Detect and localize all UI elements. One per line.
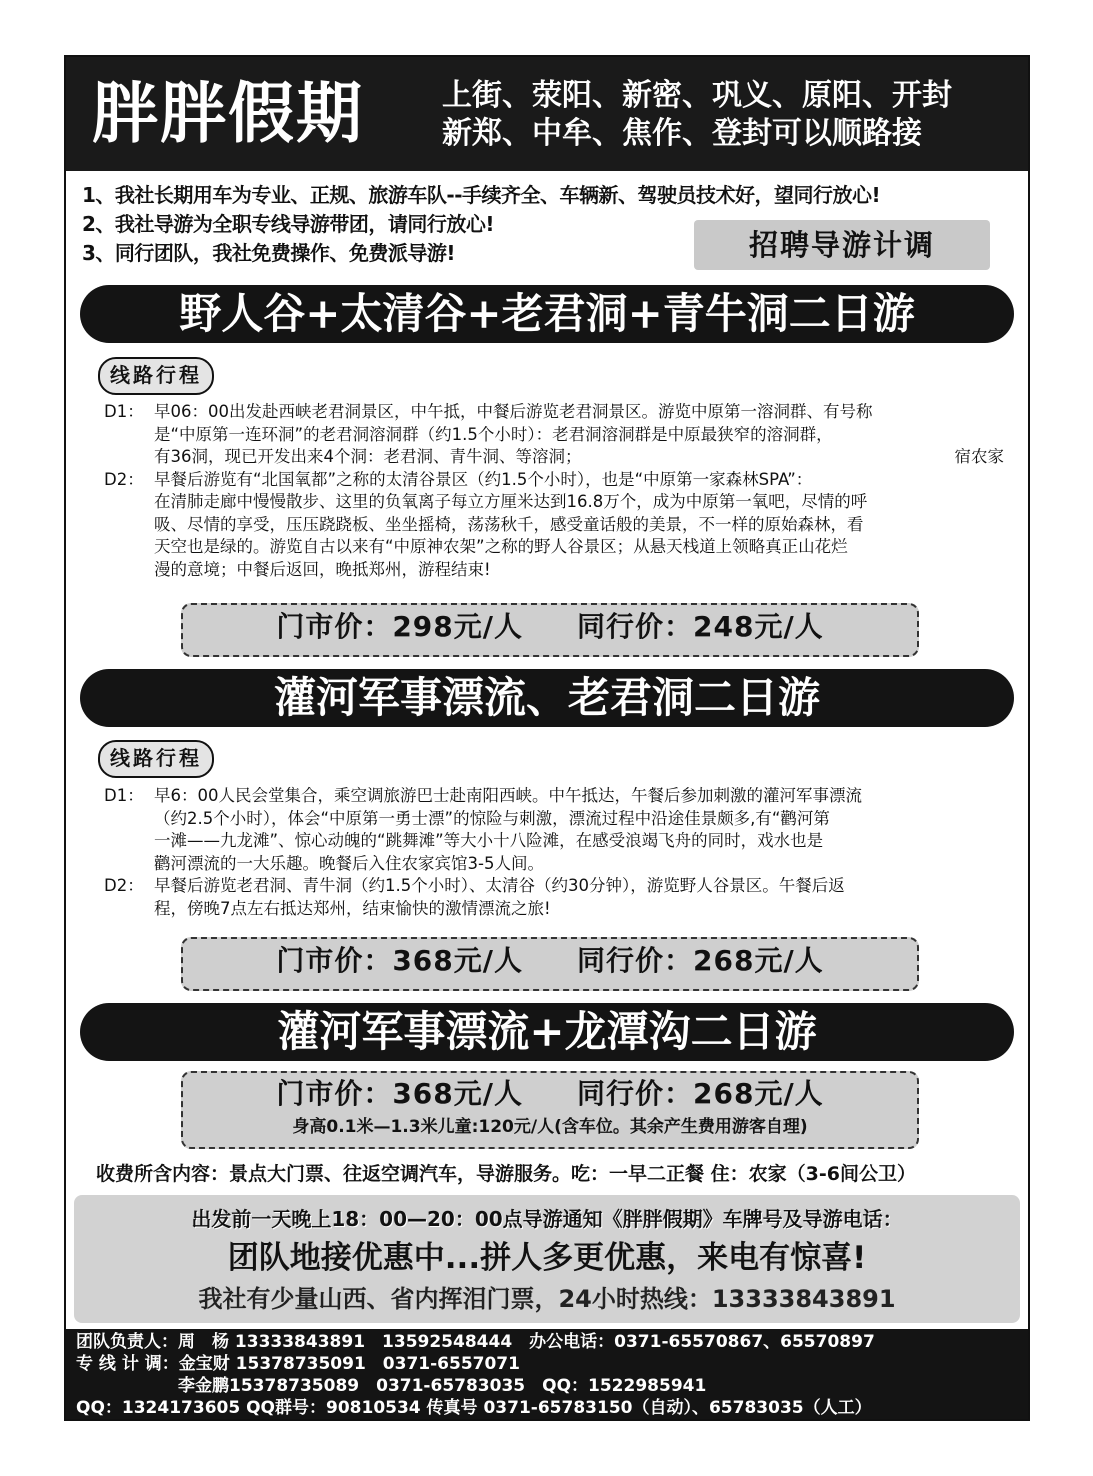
retail-price: 门市价：298元/人 bbox=[276, 610, 523, 643]
route-badge: 线路行程 bbox=[98, 740, 214, 778]
recruit-banner: 招聘导游计调 bbox=[694, 220, 990, 270]
tour1-title: 野人谷+太清谷+老君洞+青牛洞二日游 bbox=[80, 285, 1014, 343]
itinerary-day-1 bbox=[104, 785, 1008, 875]
itinerary-day-2 bbox=[104, 875, 1008, 920]
itinerary-line: 漫的意境；中餐后返回，晚抵郑州，游程结束! bbox=[154, 559, 491, 579]
day-label: D1： bbox=[104, 786, 144, 805]
retail-price: 门市价：368元/人 bbox=[276, 944, 523, 977]
contact-line: 李金鹏15378735089 0371-65783035 QQ：1522985941 bbox=[76, 1376, 707, 1396]
itinerary-line: 一滩——九龙滩”、惊心动魄的“跳舞滩”等大小十八险滩，在感受浪竭飞舟的同时，戏水也是 bbox=[154, 831, 824, 850]
itinerary-line: 早6：00人民会堂集合，乘空调旅游巴士赴南阳西峡。中午抵达，午餐后参加刺激的灌河军事漂流 bbox=[154, 786, 862, 805]
header-banner bbox=[66, 57, 1028, 171]
route-badge: 线路行程 bbox=[98, 357, 214, 395]
itinerary-line: 早餐后游览有“北国氧都”之称的太清谷景区（约1.5个小时），也是“中原第一家森林SPA”： bbox=[154, 469, 813, 489]
itinerary-line: （约2.5个小时），体会“中原第一勇士漂”的惊险与刺激，漂流过程中沿途佳景颇多,有“鹳河第 bbox=[154, 808, 830, 828]
day-label: D2： bbox=[104, 876, 144, 895]
contact-line: 团队负责人：周 杨 13333843891 13592548444 办公电话：0371-65570867、65570897 bbox=[76, 1332, 875, 1352]
price-includes: 收费所含内容：景点大门票、往返空调汽车，导游服务。吃：一早二正餐 住：农家（3-6间公卫） bbox=[96, 1163, 916, 1185]
day-label: D1： bbox=[104, 402, 144, 421]
trade-price: 同行价：268元/人 bbox=[577, 1077, 824, 1110]
tour1-itinerary bbox=[104, 401, 1008, 581]
tour3-title: 灌河军事漂流+龙潭沟二日游 bbox=[80, 1003, 1014, 1061]
contact-footer bbox=[66, 1329, 1028, 1421]
itinerary-line: 有36洞，现已开发出来4个洞：老君洞、青牛洞、等溶洞； 宿农家 bbox=[154, 446, 1008, 469]
trade-price: 同行价：248元/人 bbox=[577, 610, 824, 643]
trade-price: 同行价：268元/人 bbox=[577, 944, 824, 977]
itinerary-line: 鹳河漂流的一大乐趣。晚餐后入住农家宾馆3-5人间。 bbox=[154, 853, 544, 873]
pickup-areas bbox=[442, 77, 952, 153]
flyer bbox=[64, 55, 1030, 1421]
pickup-line-1: 上街、荥阳、新密、巩义、原阳、开封 bbox=[442, 78, 952, 113]
itinerary-line: 天空也是绿的。游览自古以来有“中原神农架”之称的野人谷景区；从悬天栈道上领略真正山花烂 bbox=[154, 537, 848, 556]
brand-logo: 胖胖假期 bbox=[92, 74, 364, 152]
pickup-line-2: 新郑、中牟、焦作、登封可以顺路接 bbox=[442, 116, 922, 151]
promo-panel bbox=[74, 1195, 1020, 1323]
day-label: D2： bbox=[104, 469, 144, 489]
contact-line: 专 线 计 调：金宝财 15378735091 0371-6557071 bbox=[76, 1354, 520, 1374]
itinerary-line: 是“中原第一连环洞”的老君洞溶洞群（约1.5个小时）：老君洞溶洞群是中原最狭窄的溶洞群， bbox=[154, 424, 833, 444]
itinerary-day-2 bbox=[104, 469, 1008, 582]
itinerary-line: 早06：00出发赴西峡老君洞景区，中午抵，中餐后游览老君洞景区。游览中原第一溶洞群、有号称 bbox=[154, 402, 873, 421]
guide-notice: 出发前一天晚上18：00—20：00点导游通知《胖胖假期》车牌号及导游电话： bbox=[191, 1207, 903, 1231]
itinerary-line: 吸、尽情的享受，压压跷跷板、坐坐摇椅，荡荡秋千，感受童话般的美景，不一样的原始森林，看 bbox=[154, 514, 864, 534]
tour2-itinerary bbox=[104, 785, 1008, 920]
notice-item: 2、我社导游为全职专线导游带团，请同行放心! bbox=[82, 212, 495, 236]
tour3-price-box bbox=[181, 1071, 919, 1149]
notice-item: 1、我社长期用车为专业、正规、旅游车队--手续齐全、车辆新、驾驶员技术好，望同行放心! bbox=[82, 183, 881, 207]
tour2-title: 灌河军事漂流、老君洞二日游 bbox=[80, 669, 1014, 727]
promo-headline: 团队地接优惠中...拼人多更优惠，来电有惊喜! bbox=[227, 1240, 867, 1276]
contact-line: QQ：1324173605 QQ群号：90810534 传真号 0371-65783150（自动）、65783035（人工） bbox=[76, 1398, 872, 1418]
retail-price: 门市价：368元/人 bbox=[276, 1077, 523, 1110]
notice-item: 3、同行团队，我社免费操作、免费派导游! bbox=[82, 241, 456, 265]
tour2-price-box bbox=[181, 937, 919, 991]
tour1-price-box bbox=[181, 603, 919, 657]
child-price-note: 身高0.1米—1.3米儿童:120元/人(含车位。其余产生费用游客自理) bbox=[292, 1117, 808, 1137]
itinerary-line: 程，傍晚7点左右抵达郑州，结束愉快的激情漂流之旅! bbox=[154, 898, 551, 918]
itinerary-day-1 bbox=[104, 401, 1008, 469]
hotline: 我社有少量山西、省内挥泪门票，24小时热线：13333843891 bbox=[198, 1285, 896, 1313]
lodging-label: 宿农家 bbox=[954, 447, 1004, 466]
itinerary-line: 早餐后游览老君洞、青牛洞（约1.5个小时）、太清谷（约30分钟），游览野人谷景区。午餐后返 bbox=[154, 876, 845, 895]
itinerary-line: 在清肺走廊中慢慢散步、这里的负氧离子每立方厘米达到16.8万个，成为中原第一氧吧，尽情的呼 bbox=[154, 492, 868, 511]
